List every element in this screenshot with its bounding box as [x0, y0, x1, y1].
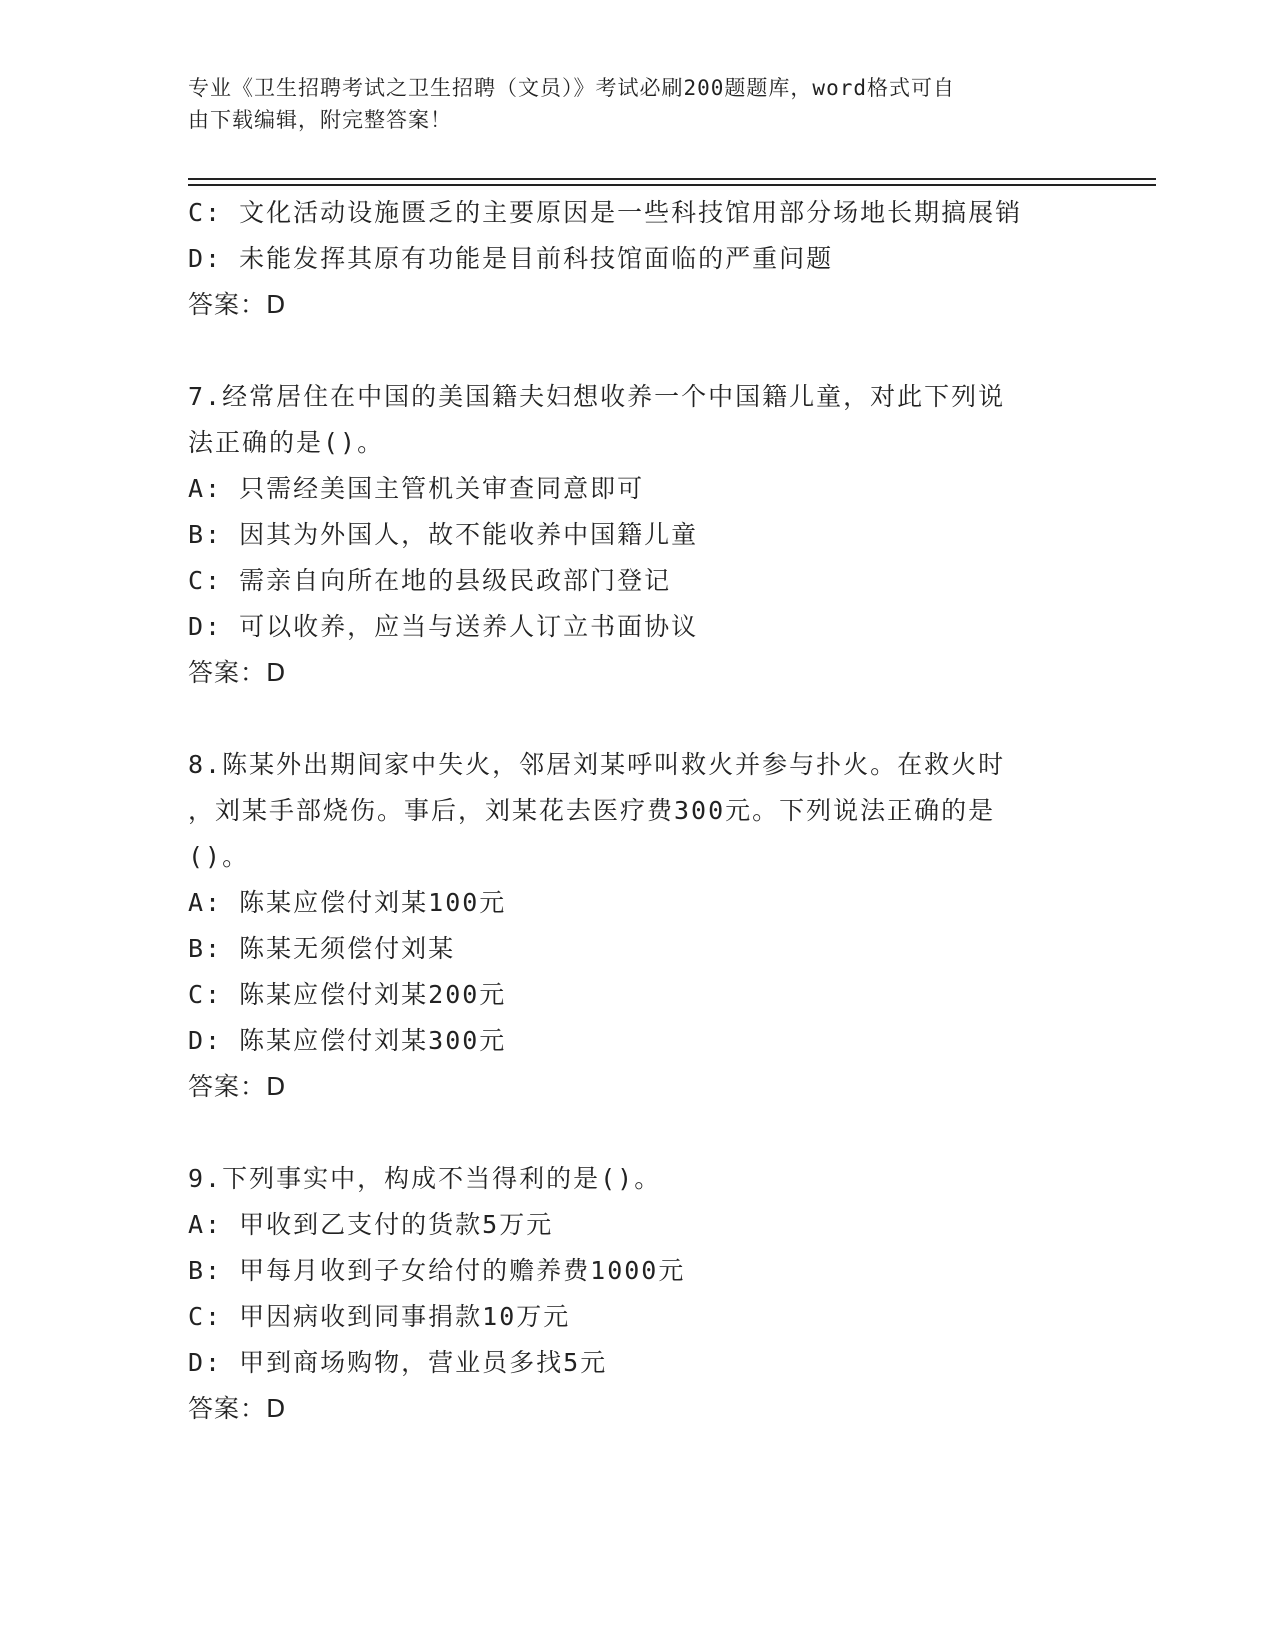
- question-stem-line: 9.下列事实中，构成不当得利的是()。: [188, 1164, 662, 1193]
- answer-line: 答案：D: [188, 1394, 287, 1423]
- option-c: C: 陈某应偿付刘某200元: [188, 980, 507, 1009]
- question-8: [188, 742, 1088, 1110]
- option-d: D: 陈某应偿付刘某300元: [188, 1026, 507, 1055]
- option-b: B: 陈某无须偿付刘某: [188, 934, 456, 963]
- option-a: A: 陈某应偿付刘某100元: [188, 888, 507, 917]
- header-line-1: 专业《卫生招聘考试之卫生招聘（文员）》考试必刷200题题库，word格式可自: [188, 76, 955, 100]
- question-stem-line: ，刘某手部烧伤。事后，刘某花去医疗费300元。下列说法正确的是: [188, 796, 996, 825]
- header-divider-top: [188, 178, 1156, 180]
- option-d: D: 甲到商场购物，营业员多找5元: [188, 1348, 608, 1377]
- option-a: A: 只需经美国主管机关审查同意即可: [188, 474, 645, 503]
- question-stem-line: 7.经常居住在中国的美国籍夫妇想收养一个中国籍儿童，对此下列说: [188, 382, 1006, 411]
- question-7: [188, 374, 1088, 696]
- question-stem-line: ()。: [188, 842, 250, 871]
- question-stem-line: 8.陈某外出期间家中失火，邻居刘某呼叫救火并参与扑火。在救火时: [188, 750, 1006, 779]
- document-body: [188, 190, 1088, 1432]
- answer-line: 答案：D: [188, 1072, 287, 1101]
- answer-line: 答案：D: [188, 658, 287, 687]
- option-c: C: 文化活动设施匮乏的主要原因是一些科技馆用部分场地长期搞展销: [188, 198, 1023, 227]
- spacer: [188, 328, 1088, 374]
- spacer: [188, 1110, 1088, 1156]
- question-previous: [188, 190, 1088, 328]
- document-header: [188, 72, 1068, 136]
- answer-line: 答案：D: [188, 290, 287, 319]
- header-line-2: 由下载编辑，附完整答案！: [188, 108, 452, 132]
- option-b: B: 甲每月收到子女给付的赡养费1000元: [188, 1256, 686, 1285]
- header-divider-bottom: [188, 184, 1156, 186]
- option-d: D: 未能发挥其原有功能是目前科技馆面临的严重问题: [188, 244, 834, 273]
- spacer: [188, 696, 1088, 742]
- option-c: C: 甲因病收到同事捐款10万元: [188, 1302, 571, 1331]
- option-b: B: 因其为外国人，故不能收养中国籍儿童: [188, 520, 699, 549]
- question-9: [188, 1156, 1088, 1432]
- option-c: C: 需亲自向所在地的县级民政部门登记: [188, 566, 672, 595]
- option-a: A: 甲收到乙支付的货款5万元: [188, 1210, 554, 1239]
- question-stem-line: 法正确的是()。: [188, 428, 385, 457]
- option-d: D: 可以收养，应当与送养人订立书面协议: [188, 612, 699, 641]
